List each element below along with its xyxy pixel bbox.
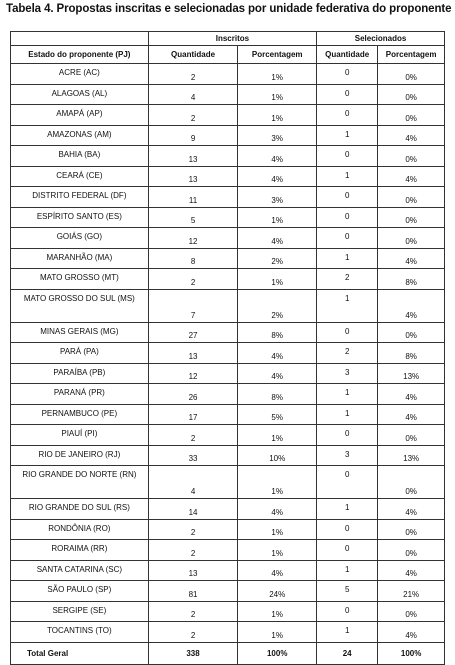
cell-selecionados-quantidade: 2: [317, 343, 378, 364]
table-row: [11, 519, 445, 540]
cell-inscritos-quantidade: 2: [148, 519, 238, 540]
cell-inscritos-quantidade: 13: [148, 343, 238, 364]
cell-inscritos-quantidade: 5: [148, 207, 238, 228]
cell-estado: PERNAMBUCO (PE): [11, 404, 149, 425]
cell-inscritos-porcentagem: 1%: [238, 64, 317, 85]
cell-selecionados-porcentagem: 4%: [378, 166, 445, 187]
cell-estado: DISTRITO FEDERAL (DF): [11, 187, 149, 208]
table-row: [11, 289, 445, 322]
cell-selecionados-porcentagem: 8%: [378, 343, 445, 364]
table-row: [11, 248, 445, 269]
cell-selecionados-porcentagem: 0%: [378, 187, 445, 208]
table-row: [11, 125, 445, 146]
cell-selecionados-porcentagem: 13%: [378, 363, 445, 384]
table-row: [11, 404, 445, 425]
cell-selecionados-quantidade: 0: [317, 466, 378, 499]
cell-selecionados-quantidade: 0: [317, 322, 378, 343]
column-header-inscritos-quantidade: Quantidade: [148, 46, 238, 64]
cell-selecionados-quantidade: 1: [317, 289, 378, 322]
cell-inscritos-quantidade: 14: [148, 499, 238, 520]
cell-selecionados-porcentagem: 0%: [378, 466, 445, 499]
cell-selecionados-quantidade: 2: [317, 269, 378, 290]
cell-inscritos-quantidade: 4: [148, 466, 238, 499]
group-header-row: [11, 32, 445, 46]
cell-inscritos-porcentagem: 1%: [238, 622, 317, 643]
cell-inscritos-quantidade: 17: [148, 404, 238, 425]
cell-estado: RIO DE JANEIRO (RJ): [11, 445, 149, 466]
cell-estado: PARAÍBA (PB): [11, 363, 149, 384]
cell-inscritos-porcentagem: 1%: [238, 540, 317, 561]
cell-estado: MATO GROSSO DO SUL (MS): [11, 289, 149, 322]
cell-inscritos-quantidade: 81: [148, 581, 238, 602]
table-row: [11, 581, 445, 602]
cell-inscritos-porcentagem: 4%: [238, 499, 317, 520]
column-header-row: [11, 46, 445, 64]
cell-selecionados-porcentagem: 0%: [378, 64, 445, 85]
cell-inscritos-porcentagem: 4%: [238, 146, 317, 167]
table-row: [11, 269, 445, 290]
cell-estado: SERGIPE (SE): [11, 601, 149, 622]
cell-estado: RIO GRANDE DO NORTE (RN): [11, 466, 149, 499]
table-row: [11, 445, 445, 466]
cell-selecionados-porcentagem: 0%: [378, 228, 445, 249]
cell-selecionados-quantidade: 1: [317, 125, 378, 146]
cell-selecionados-quantidade: 1: [317, 560, 378, 581]
cell-estado: SANTA CATARINA (SC): [11, 560, 149, 581]
cell-inscritos-porcentagem: 10%: [238, 445, 317, 466]
table-row: [11, 466, 445, 499]
cell-estado: AMAZONAS (AM): [11, 125, 149, 146]
cell-selecionados-porcentagem: 0%: [378, 425, 445, 446]
table-row: [11, 228, 445, 249]
cell-inscritos-quantidade: 2: [148, 425, 238, 446]
table-row: [11, 499, 445, 520]
cell-estado: ACRE (AC): [11, 64, 149, 85]
cell-inscritos-porcentagem: 1%: [238, 105, 317, 126]
cell-selecionados-porcentagem: 0%: [378, 322, 445, 343]
cell-selecionados-quantidade: 5: [317, 581, 378, 602]
cell-inscritos-porcentagem: 4%: [238, 343, 317, 364]
cell-selecionados-porcentagem: 0%: [378, 105, 445, 126]
cell-inscritos-quantidade: 2: [148, 105, 238, 126]
group-header-selecionados: Selecionados: [317, 32, 445, 46]
cell-inscritos-quantidade: 2: [148, 622, 238, 643]
cell-selecionados-porcentagem: 0%: [378, 540, 445, 561]
cell-inscritos-porcentagem: 8%: [238, 384, 317, 405]
cell-selecionados-porcentagem: 0%: [378, 146, 445, 167]
total-label: Total Geral: [11, 642, 149, 664]
cell-selecionados-porcentagem: 0%: [378, 84, 445, 105]
cell-selecionados-porcentagem: 4%: [378, 622, 445, 643]
cell-selecionados-porcentagem: 4%: [378, 248, 445, 269]
cell-estado: AMAPÁ (AP): [11, 105, 149, 126]
column-header-selecionados-porcentagem: Porcentagem: [378, 46, 445, 64]
total-selecionados-porcentagem: 100%: [378, 642, 445, 664]
cell-selecionados-quantidade: 1: [317, 622, 378, 643]
cell-estado: PARÁ (PA): [11, 343, 149, 364]
table-row: [11, 187, 445, 208]
cell-selecionados-porcentagem: 4%: [378, 384, 445, 405]
cell-inscritos-quantidade: 13: [148, 166, 238, 187]
cell-selecionados-porcentagem: 4%: [378, 499, 445, 520]
cell-inscritos-porcentagem: 3%: [238, 187, 317, 208]
cell-selecionados-quantidade: 0: [317, 64, 378, 85]
cell-inscritos-quantidade: 13: [148, 560, 238, 581]
cell-inscritos-porcentagem: 1%: [238, 207, 317, 228]
cell-estado: RONDÔNIA (RO): [11, 519, 149, 540]
cell-selecionados-quantidade: 0: [317, 207, 378, 228]
cell-inscritos-quantidade: 7: [148, 289, 238, 322]
cell-selecionados-quantidade: 0: [317, 601, 378, 622]
cell-estado: MINAS GERAIS (MG): [11, 322, 149, 343]
column-header-estado: Estado do proponente (PJ): [11, 46, 149, 64]
table-row: [11, 105, 445, 126]
cell-inscritos-quantidade: 33: [148, 445, 238, 466]
cell-selecionados-quantidade: 0: [317, 105, 378, 126]
cell-selecionados-porcentagem: 13%: [378, 445, 445, 466]
cell-inscritos-quantidade: 2: [148, 64, 238, 85]
cell-selecionados-porcentagem: 0%: [378, 601, 445, 622]
cell-inscritos-quantidade: 4: [148, 84, 238, 105]
cell-selecionados-porcentagem: 4%: [378, 289, 445, 322]
cell-estado: TOCANTINS (TO): [11, 622, 149, 643]
table-row: [11, 560, 445, 581]
cell-inscritos-porcentagem: 1%: [238, 519, 317, 540]
table-row: [11, 622, 445, 643]
table-row: [11, 425, 445, 446]
cell-estado: GOIÁS (GO): [11, 228, 149, 249]
cell-estado: CEARÁ (CE): [11, 166, 149, 187]
cell-estado: MATO GROSSO (MT): [11, 269, 149, 290]
table-row: [11, 343, 445, 364]
table-body: [11, 64, 445, 665]
cell-estado: PIAUÍ (PI): [11, 425, 149, 446]
cell-inscritos-quantidade: 27: [148, 322, 238, 343]
cell-inscritos-porcentagem: 1%: [238, 601, 317, 622]
cell-selecionados-porcentagem: 0%: [378, 207, 445, 228]
total-inscritos-porcentagem: 100%: [238, 642, 317, 664]
cell-inscritos-porcentagem: 4%: [238, 363, 317, 384]
cell-inscritos-porcentagem: 2%: [238, 248, 317, 269]
table-row: [11, 322, 445, 343]
cell-selecionados-quantidade: 0: [317, 519, 378, 540]
cell-inscritos-porcentagem: 8%: [238, 322, 317, 343]
cell-selecionados-porcentagem: 4%: [378, 560, 445, 581]
cell-selecionados-quantidade: 0: [317, 540, 378, 561]
group-header-empty: [11, 32, 149, 46]
table-row: [11, 166, 445, 187]
column-header-inscritos-porcentagem: Porcentagem: [238, 46, 317, 64]
cell-estado: BAHIA (BA): [11, 146, 149, 167]
cell-inscritos-quantidade: 13: [148, 146, 238, 167]
cell-inscritos-quantidade: 12: [148, 228, 238, 249]
cell-inscritos-porcentagem: 2%: [238, 289, 317, 322]
cell-selecionados-quantidade: 0: [317, 228, 378, 249]
cell-estado: PARANÁ (PR): [11, 384, 149, 405]
cell-inscritos-porcentagem: 1%: [238, 425, 317, 446]
table-row: [11, 84, 445, 105]
cell-selecionados-porcentagem: 4%: [378, 125, 445, 146]
proposals-table: [10, 31, 445, 665]
cell-estado: MARANHÃO (MA): [11, 248, 149, 269]
table-title: Tabela 4. Propostas inscritas e selecionadas por unidade federativa do proponente: [6, 3, 452, 15]
cell-selecionados-quantidade: 1: [317, 248, 378, 269]
cell-inscritos-porcentagem: 1%: [238, 466, 317, 499]
cell-selecionados-porcentagem: 8%: [378, 269, 445, 290]
cell-inscritos-quantidade: 9: [148, 125, 238, 146]
group-header-inscritos: Inscritos: [148, 32, 316, 46]
cell-inscritos-quantidade: 2: [148, 269, 238, 290]
cell-estado: ESPÍRITO SANTO (ES): [11, 207, 149, 228]
cell-inscritos-quantidade: 26: [148, 384, 238, 405]
cell-inscritos-porcentagem: 1%: [238, 84, 317, 105]
table-row: [11, 601, 445, 622]
cell-selecionados-porcentagem: 4%: [378, 404, 445, 425]
cell-selecionados-quantidade: 3: [317, 363, 378, 384]
cell-inscritos-porcentagem: 4%: [238, 560, 317, 581]
cell-selecionados-quantidade: 3: [317, 445, 378, 466]
column-header-selecionados-quantidade: Quantidade: [317, 46, 378, 64]
cell-inscritos-quantidade: 11: [148, 187, 238, 208]
cell-selecionados-porcentagem: 21%: [378, 581, 445, 602]
cell-selecionados-quantidade: 1: [317, 404, 378, 425]
table-row: [11, 146, 445, 167]
cell-inscritos-porcentagem: 4%: [238, 166, 317, 187]
table-row: [11, 64, 445, 85]
table-row: [11, 540, 445, 561]
cell-inscritos-porcentagem: 24%: [238, 581, 317, 602]
cell-selecionados-quantidade: 0: [317, 425, 378, 446]
cell-estado: RIO GRANDE DO SUL (RS): [11, 499, 149, 520]
cell-estado: ALAGOAS (AL): [11, 84, 149, 105]
table-row: [11, 207, 445, 228]
cell-inscritos-porcentagem: 1%: [238, 269, 317, 290]
cell-inscritos-quantidade: 2: [148, 540, 238, 561]
cell-inscritos-quantidade: 12: [148, 363, 238, 384]
total-inscritos-quantidade: 338: [148, 642, 238, 664]
cell-inscritos-quantidade: 8: [148, 248, 238, 269]
cell-selecionados-quantidade: 1: [317, 384, 378, 405]
cell-selecionados-quantidade: 1: [317, 499, 378, 520]
table-row: [11, 363, 445, 384]
table-row: [11, 384, 445, 405]
cell-selecionados-quantidade: 1: [317, 166, 378, 187]
cell-inscritos-porcentagem: 3%: [238, 125, 317, 146]
cell-selecionados-quantidade: 0: [317, 187, 378, 208]
cell-inscritos-porcentagem: 5%: [238, 404, 317, 425]
cell-estado: RORAIMA (RR): [11, 540, 149, 561]
cell-selecionados-porcentagem: 0%: [378, 519, 445, 540]
cell-inscritos-quantidade: 2: [148, 601, 238, 622]
total-selecionados-quantidade: 24: [317, 642, 378, 664]
cell-selecionados-quantidade: 0: [317, 84, 378, 105]
total-row: [11, 642, 445, 664]
cell-estado: SÃO PAULO (SP): [11, 581, 149, 602]
cell-selecionados-quantidade: 0: [317, 146, 378, 167]
cell-inscritos-porcentagem: 4%: [238, 228, 317, 249]
